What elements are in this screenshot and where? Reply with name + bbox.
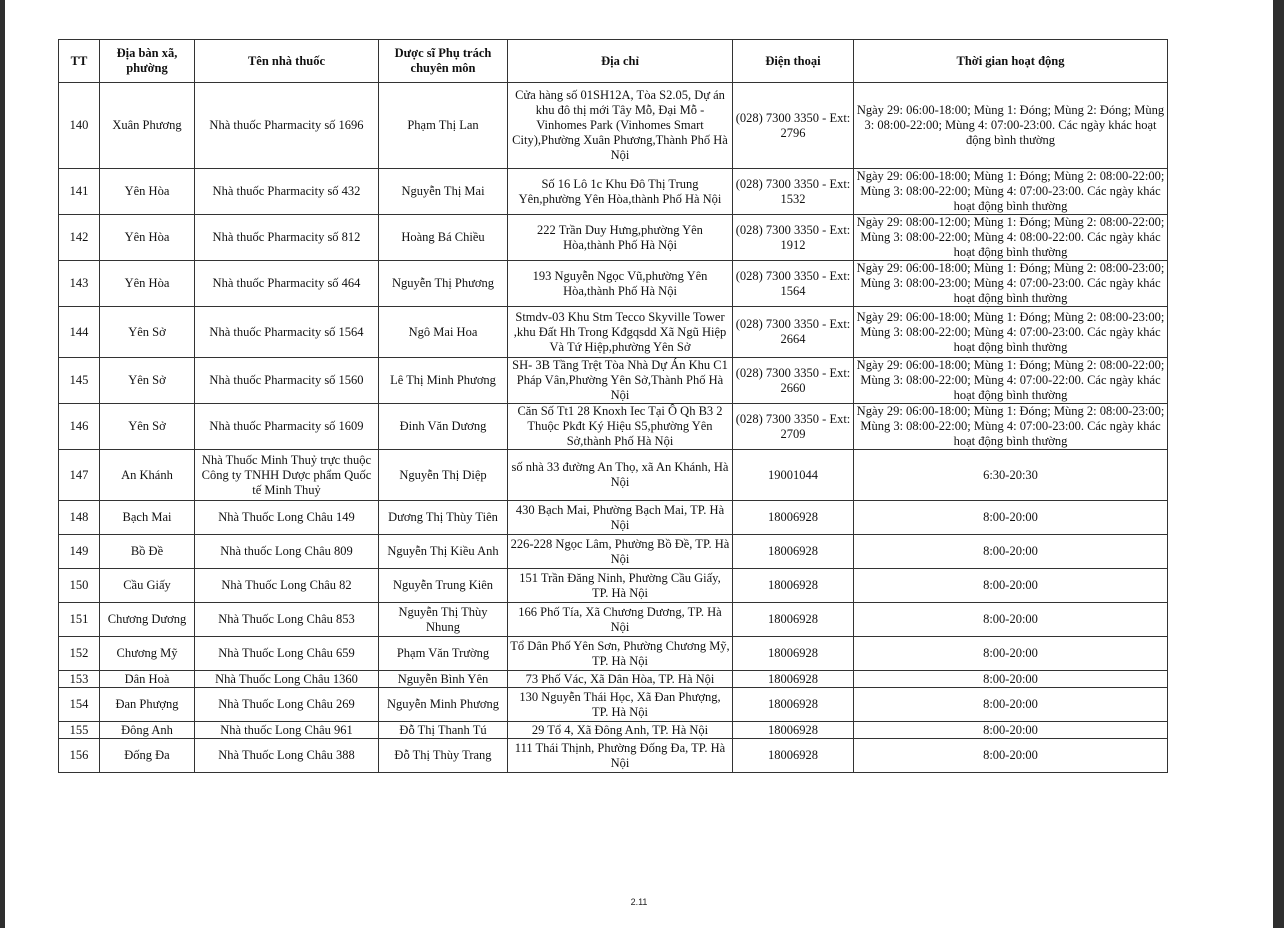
cell-tt: 144 (59, 307, 100, 358)
cell-name: Nhà thuốc Long Châu 961 (195, 722, 379, 739)
cell-hours: Ngày 29: 06:00-18:00; Mùng 1: Đóng; Mùng 2: Đóng; Mùng 3: 08:00-22:00; Mùng 4: 07:00-23:00. Các ngày khác hoạt động bình thường (854, 83, 1168, 169)
cell-phone: 18006928 (733, 637, 854, 671)
cell-hours: 6:30-20:30 (854, 450, 1168, 501)
table-row (59, 569, 1168, 603)
cell-area: Dân Hoà (100, 671, 195, 688)
cell-area: Cầu Giấy (100, 569, 195, 603)
cell-pharmacist: Phạm Thị Lan (379, 83, 508, 169)
cell-name: Nhà Thuốc Minh Thuỷ trực thuộc Công ty TNHH Dược phẩm Quốc tế Minh Thuỷ (195, 450, 379, 501)
cell-hours: Ngày 29: 06:00-18:00; Mùng 1: Đóng; Mùng 2: 08:00-22:00; Mùng 3: 08:00-22:00; Mùng 4: 07:00-22:00. Các ngày khác hoạt động bình thường (854, 358, 1168, 404)
cell-tt: 155 (59, 722, 100, 739)
cell-area: Yên Sở (100, 404, 195, 450)
cell-tt: 147 (59, 450, 100, 501)
cell-phone: 18006928 (733, 688, 854, 722)
cell-area: Bạch Mai (100, 501, 195, 535)
cell-address: 111 Thái Thịnh, Phường Đống Đa, TP. Hà Nội (508, 739, 733, 773)
cell-address: Stmdv-03 Khu Stm Tecco Skyville Tower ,khu Đất Hh Trong Kđgqsdd Xã Ngũ Hiệp Và Tứ Hiệp,phường Yên Sở (508, 307, 733, 358)
table-row (59, 83, 1168, 169)
cell-address: SH- 3B Tầng Trệt Tòa Nhà Dự Án Khu C1 Pháp Vân,Phường Yên Sở,Thành Phố Hà Nội (508, 358, 733, 404)
cell-tt: 154 (59, 688, 100, 722)
table-row (59, 637, 1168, 671)
cell-area: Chương Mỹ (100, 637, 195, 671)
cell-address: 193 Nguyễn Ngọc Vũ,phường Yên Hòa,thành Phố Hà Nội (508, 261, 733, 307)
pharmacy-table (58, 39, 1168, 773)
cell-name: Nhà thuốc Pharmacity số 1560 (195, 358, 379, 404)
cell-address: 73 Phố Vác, Xã Dân Hòa, TP. Hà Nội (508, 671, 733, 688)
header-tt: TT (59, 40, 100, 83)
cell-phone: 18006928 (733, 501, 854, 535)
cell-tt: 149 (59, 535, 100, 569)
table-row (59, 404, 1168, 450)
cell-name: Nhà Thuốc Long Châu 82 (195, 569, 379, 603)
cell-pharmacist: Nguyễn Thị Thùy Nhung (379, 603, 508, 637)
cell-name: Nhà Thuốc Long Châu 388 (195, 739, 379, 773)
document-page (5, 0, 1273, 928)
cell-phone: (028) 7300 3350 - Ext: 1532 (733, 169, 854, 215)
cell-tt: 143 (59, 261, 100, 307)
cell-hours: Ngày 29: 08:00-12:00; Mùng 1: Đóng; Mùng 2: 08:00-22:00; Mùng 3: 08:00-22:00; Mùng 4: 08:00-22:00. Các ngày khác hoạt động bình thường (854, 215, 1168, 261)
cell-address: 166 Phố Tía, Xã Chương Dương, TP. Hà Nội (508, 603, 733, 637)
cell-phone: 18006928 (733, 671, 854, 688)
cell-area: Yên Hòa (100, 261, 195, 307)
cell-hours: 8:00-20:00 (854, 671, 1168, 688)
header-pharmacist: Dược sĩ Phụ trách chuyên môn (379, 40, 508, 83)
cell-area: Đan Phượng (100, 688, 195, 722)
header-area: Địa bàn xã, phường (100, 40, 195, 83)
cell-pharmacist: Nguyễn Thị Diệp (379, 450, 508, 501)
table-row (59, 722, 1168, 739)
table-row (59, 739, 1168, 773)
cell-hours: 8:00-20:00 (854, 569, 1168, 603)
cell-phone: 18006928 (733, 739, 854, 773)
table-row (59, 358, 1168, 404)
cell-pharmacist: Nguyễn Thị Kiều Anh (379, 535, 508, 569)
cell-phone: (028) 7300 3350 - Ext: 2664 (733, 307, 854, 358)
table-row (59, 501, 1168, 535)
cell-phone: (028) 7300 3350 - Ext: 2709 (733, 404, 854, 450)
cell-tt: 148 (59, 501, 100, 535)
cell-hours: 8:00-20:00 (854, 637, 1168, 671)
header-name: Tên nhà thuốc (195, 40, 379, 83)
cell-area: Yên Sở (100, 358, 195, 404)
cell-address: Căn Số Tt1 28 Knoxh Iec Tại Ô Qh B3 2 Thuộc Pkđt Ký Hiệu S5,phường Yên Sở,thành Phố Hà Nội (508, 404, 733, 450)
cell-hours: Ngày 29: 06:00-18:00; Mùng 1: Đóng; Mùng 2: 08:00-23:00; Mùng 3: 08:00-23:00; Mùng 4: 07:00-23:00. Các ngày khác hoạt động bình thường (854, 261, 1168, 307)
cell-phone: (028) 7300 3350 - Ext: 2660 (733, 358, 854, 404)
cell-phone: (028) 7300 3350 - Ext: 2796 (733, 83, 854, 169)
cell-tt: 153 (59, 671, 100, 688)
cell-name: Nhà Thuốc Long Châu 269 (195, 688, 379, 722)
cell-pharmacist: Đỗ Thị Thanh Tú (379, 722, 508, 739)
cell-name: Nhà thuốc Pharmacity số 1609 (195, 404, 379, 450)
cell-pharmacist: Nguyễn Bình Yên (379, 671, 508, 688)
cell-address: 222 Trần Duy Hưng,phường Yên Hòa,thành Phố Hà Nội (508, 215, 733, 261)
cell-pharmacist: Dương Thị Thùy Tiên (379, 501, 508, 535)
cell-hours: 8:00-20:00 (854, 603, 1168, 637)
cell-address: Tổ Dân Phố Yên Sơn, Phường Chương Mỹ, TP. Hà Nội (508, 637, 733, 671)
cell-area: Bồ Đề (100, 535, 195, 569)
cell-hours: 8:00-20:00 (854, 722, 1168, 739)
table-row (59, 450, 1168, 501)
cell-tt: 146 (59, 404, 100, 450)
cell-phone: 18006928 (733, 722, 854, 739)
cell-address: 29 Tổ 4, Xã Đông Anh, TP. Hà Nội (508, 722, 733, 739)
cell-hours: Ngày 29: 06:00-18:00; Mùng 1: Đóng; Mùng 2: 08:00-22:00; Mùng 3: 08:00-22:00; Mùng 4: 07:00-23:00. Các ngày khác hoạt động bình thường (854, 169, 1168, 215)
cell-pharmacist: Nguyễn Thị Mai (379, 169, 508, 215)
cell-pharmacist: Ngô Mai Hoa (379, 307, 508, 358)
cell-name: Nhà thuốc Pharmacity số 464 (195, 261, 379, 307)
cell-pharmacist: Phạm Văn Trường (379, 637, 508, 671)
cell-name: Nhà thuốc Long Châu 809 (195, 535, 379, 569)
cell-name: Nhà Thuốc Long Châu 853 (195, 603, 379, 637)
cell-tt: 141 (59, 169, 100, 215)
cell-hours: 8:00-20:00 (854, 535, 1168, 569)
table-row (59, 688, 1168, 722)
cell-name: Nhà Thuốc Long Châu 659 (195, 637, 379, 671)
cell-tt: 156 (59, 739, 100, 773)
cell-name: Nhà thuốc Pharmacity số 1696 (195, 83, 379, 169)
table-row (59, 603, 1168, 637)
cell-hours: Ngày 29: 06:00-18:00; Mùng 1: Đóng; Mùng 2: 08:00-23:00; Mùng 3: 08:00-22:00; Mùng 4: 07:00-23:00. Các ngày khác hoạt động bình thường (854, 404, 1168, 450)
cell-hours: 8:00-20:00 (854, 688, 1168, 722)
cell-phone: (028) 7300 3350 - Ext: 1564 (733, 261, 854, 307)
cell-tt: 140 (59, 83, 100, 169)
cell-name: Nhà thuốc Pharmacity số 812 (195, 215, 379, 261)
cell-address: Cửa hàng số 01SH12A, Tòa S2.05, Dự án khu đô thị mới Tây Mỗ, Đại Mỗ - Vinhomes Park (Vinhomes Smart City),Phường Xuân Phương,Thành Phố Hà Nội (508, 83, 733, 169)
cell-address: số nhà 33 đường An Thọ, xã An Khánh, Hà Nội (508, 450, 733, 501)
table-row (59, 307, 1168, 358)
cell-pharmacist: Nguyễn Thị Phương (379, 261, 508, 307)
cell-phone: 18006928 (733, 569, 854, 603)
cell-tt: 142 (59, 215, 100, 261)
table-row (59, 215, 1168, 261)
cell-phone: 18006928 (733, 535, 854, 569)
cell-area: Chương Dương (100, 603, 195, 637)
header-phone: Điện thoại (733, 40, 854, 83)
cell-area: Đông Anh (100, 722, 195, 739)
cell-name: Nhà thuốc Pharmacity số 1564 (195, 307, 379, 358)
cell-tt: 152 (59, 637, 100, 671)
cell-area: An Khánh (100, 450, 195, 501)
cell-pharmacist: Đinh Văn Dương (379, 404, 508, 450)
header-address: Địa chỉ (508, 40, 733, 83)
cell-area: Yên Sở (100, 307, 195, 358)
table-row (59, 261, 1168, 307)
cell-pharmacist: Nguyễn Trung Kiên (379, 569, 508, 603)
cell-hours: 8:00-20:00 (854, 739, 1168, 773)
cell-area: Đống Đa (100, 739, 195, 773)
page-number: 2.11 (630, 897, 648, 907)
cell-address: 226-228 Ngọc Lâm, Phường Bồ Đề, TP. Hà Nội (508, 535, 733, 569)
cell-address: Số 16 Lô 1c Khu Đô Thị Trung Yên,phường Yên Hòa,thành Phố Hà Nội (508, 169, 733, 215)
table-header-row (59, 40, 1168, 83)
table-row (59, 169, 1168, 215)
cell-area: Yên Hòa (100, 169, 195, 215)
cell-hours: 8:00-20:00 (854, 501, 1168, 535)
cell-pharmacist: Hoàng Bá Chiều (379, 215, 508, 261)
cell-pharmacist: Đỗ Thị Thùy Trang (379, 739, 508, 773)
cell-area: Xuân Phương (100, 83, 195, 169)
cell-phone: (028) 7300 3350 - Ext: 1912 (733, 215, 854, 261)
header-hours: Thời gian hoạt động (854, 40, 1168, 83)
cell-tt: 150 (59, 569, 100, 603)
cell-address: 130 Nguyễn Thái Học, Xã Đan Phượng, TP. Hà Nội (508, 688, 733, 722)
cell-phone: 18006928 (733, 603, 854, 637)
table-row (59, 671, 1168, 688)
cell-name: Nhà Thuốc Long Châu 1360 (195, 671, 379, 688)
cell-pharmacist: Nguyễn Minh Phương (379, 688, 508, 722)
cell-phone: 19001044 (733, 450, 854, 501)
cell-tt: 151 (59, 603, 100, 637)
cell-pharmacist: Lê Thị Minh Phương (379, 358, 508, 404)
cell-address: 151 Trần Đăng Ninh, Phường Cầu Giấy, TP. Hà Nội (508, 569, 733, 603)
cell-address: 430 Bạch Mai, Phường Bạch Mai, TP. Hà Nội (508, 501, 733, 535)
cell-hours: Ngày 29: 06:00-18:00; Mùng 1: Đóng; Mùng 2: 08:00-23:00; Mùng 3: 08:00-22:00; Mùng 4: 07:00-23:00. Các ngày khác hoạt động bình thường (854, 307, 1168, 358)
cell-name: Nhà thuốc Pharmacity số 432 (195, 169, 379, 215)
table-row (59, 535, 1168, 569)
cell-area: Yên Hòa (100, 215, 195, 261)
cell-name: Nhà Thuốc Long Châu 149 (195, 501, 379, 535)
cell-tt: 145 (59, 358, 100, 404)
